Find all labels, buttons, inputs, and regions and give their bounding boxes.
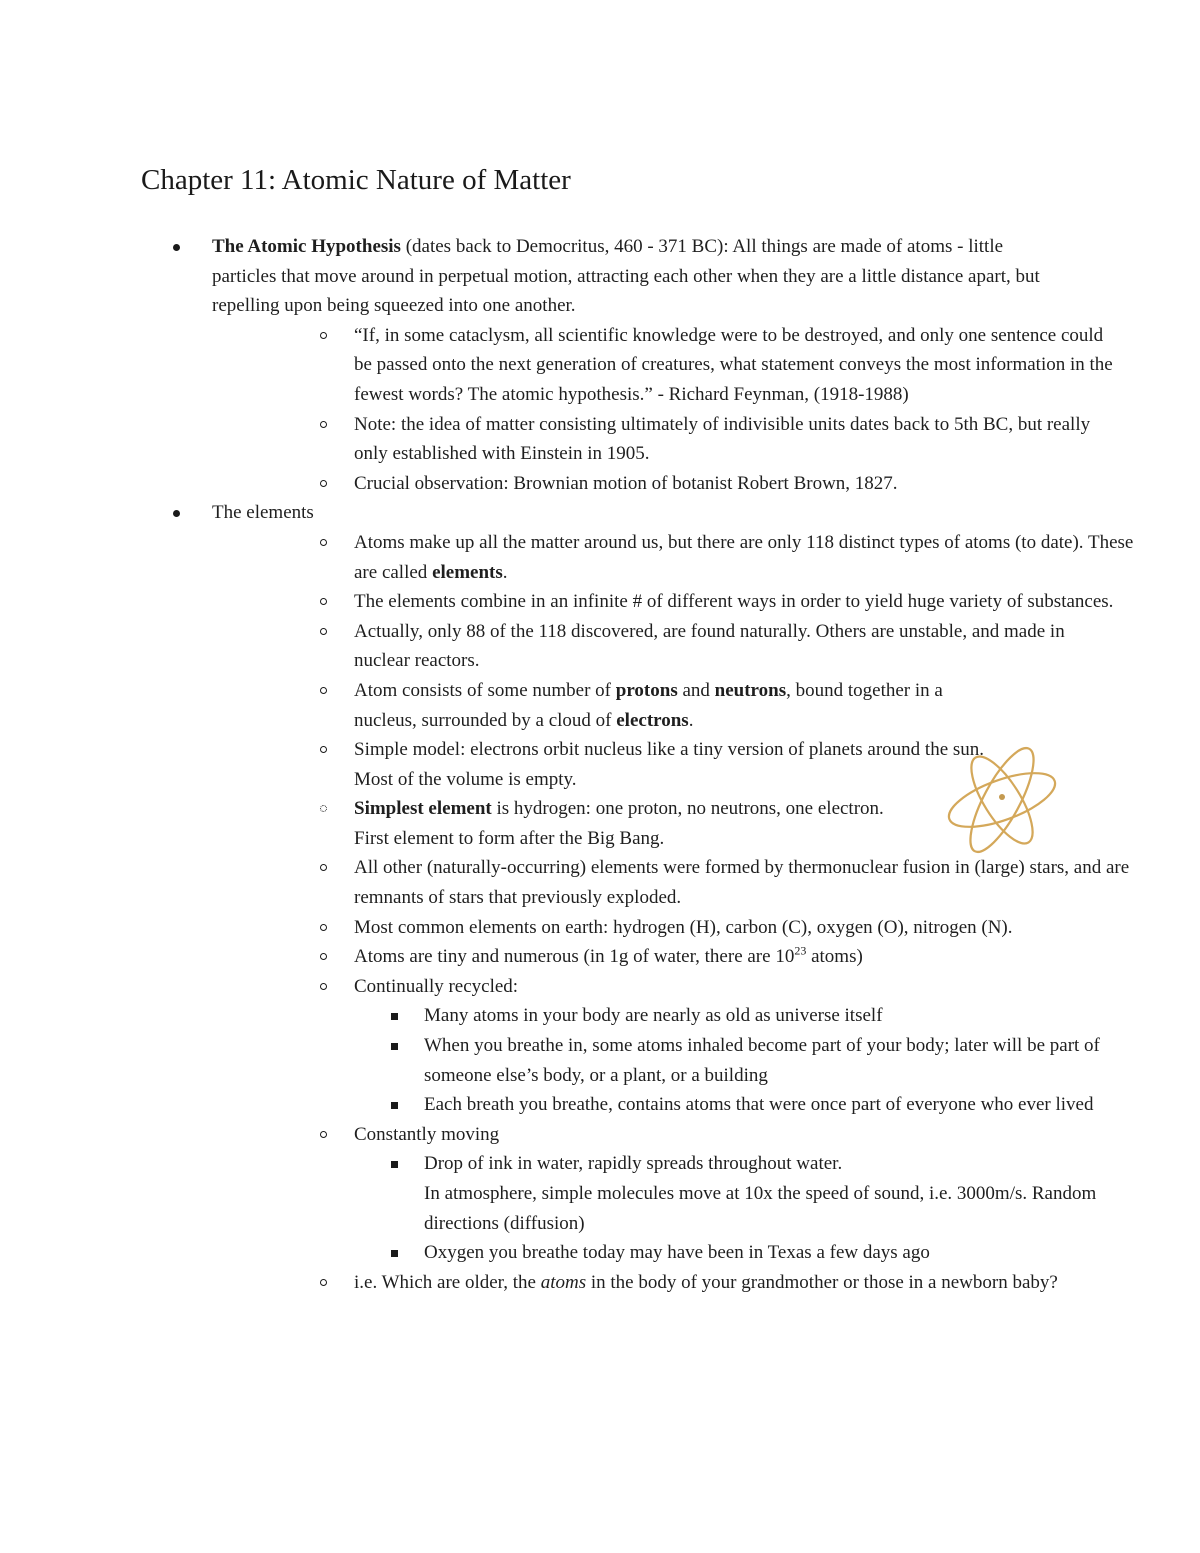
circle-bullet-icon — [320, 539, 327, 546]
list-item-oxygen — [71, 1238, 1124, 1268]
text: Atom consists of some number of — [354, 679, 616, 701]
feynman-quote: “If, in some cataclysm, all scientific knowledge were to be destroyed, and only one sentence could be passed onto the next generation of creatures, what statement conveys the most information in the fewest words? The atomic hypothesis.” - Richard Feynman, (1918-1988) — [354, 324, 1113, 405]
text: Atoms are tiny and numerous (in 1g of water, there are 10 — [354, 946, 795, 968]
text: Each breath you breathe, contains atoms that were once part of everyone who ever lived — [424, 1094, 1094, 1116]
list-item-question — [71, 1268, 1114, 1298]
list-item-atom-consists — [71, 676, 994, 735]
atom-illustration — [944, 740, 1060, 860]
page-title: Chapter 11: Atomic Nature of Matter — [141, 164, 571, 196]
sublist-elements — [71, 528, 1134, 1297]
term-electrons: electrons — [616, 709, 689, 731]
text: is hydrogen: one proton, no neutrons, one electron. — [491, 798, 884, 820]
list-item-elements — [0, 498, 1134, 1297]
sublist-hypothesis — [71, 321, 1113, 499]
observation-text: Crucial observation: Brownian motion of botanist Robert Brown, 1827. — [354, 472, 898, 494]
square-bullet-icon — [391, 1102, 398, 1109]
circle-bullet-icon — [320, 983, 327, 990]
sublist-moving — [71, 1149, 1134, 1267]
text: atoms) — [806, 946, 863, 968]
circle-bullet-icon — [320, 1131, 327, 1138]
square-bullet-icon — [391, 1043, 398, 1050]
text: Oxygen you breathe today may have been in Texas a few days ago — [424, 1242, 930, 1264]
circle-bullet-icon — [320, 332, 327, 339]
circle-bullet-icon — [320, 924, 327, 931]
term-neutrons: neutrons — [714, 679, 787, 701]
exponent: 23 — [794, 943, 807, 958]
text: Actually, only 88 of the 118 discovered, are found naturally. Others are unstable, and made in nuclear reactors. — [354, 620, 1065, 672]
note-text: Note: the idea of matter consisting ultimately of indivisible units dates back to 5th BC, but really only established with Einstein in 1905. — [354, 413, 1091, 465]
term-simplest-element: Simplest element — [354, 798, 492, 820]
square-bullet-icon — [391, 1013, 398, 1020]
bullet-icon — [173, 244, 180, 251]
list-item-breathe-in — [71, 1031, 1134, 1090]
square-bullet-icon — [391, 1250, 398, 1257]
text: , bound together in a nucleus, surrounded by a cloud of — [354, 679, 943, 731]
circle-bullet-icon — [320, 421, 327, 428]
term-elements: elements — [432, 561, 503, 583]
list-item-recycled — [71, 972, 1134, 1120]
square-bullet-icon — [391, 1161, 398, 1168]
list-item-quote — [71, 321, 1114, 410]
atomic-hypothesis-text: (dates back to Democritus, 460 - 371 BC): All things are made of atoms - little particles that move around in perpetual motion, attracting each other when they are a little distance apart, but repelling upon being squeezed into one another. — [212, 236, 1040, 317]
circle-bullet-icon — [320, 628, 327, 635]
text: . — [502, 561, 508, 583]
text: Drop of ink in water, rapidly spreads throughout water. — [424, 1153, 843, 1175]
list-item-observation — [71, 469, 1114, 499]
list-item-atomic-hypothesis — [0, 232, 1113, 498]
nucleus — [999, 794, 1005, 800]
list-item-combine — [71, 587, 1124, 617]
text: Atoms make up all the matter around us, but there are only 118 distinct types of atoms (to date). These are called — [354, 531, 1134, 583]
list-item-tiny-numerous — [71, 942, 1134, 972]
text: Constantly moving — [354, 1123, 500, 1145]
list-item-118-types — [71, 528, 1134, 587]
text: in the body of your grandmother or those in a newborn baby? — [586, 1271, 1058, 1293]
text: . — [688, 709, 694, 731]
elements-heading: The elements — [212, 502, 314, 524]
text: Continually recycled: — [354, 975, 519, 997]
text: First element to form after the Big Bang. — [354, 827, 665, 849]
term-atomic-hypothesis: The Atomic Hypothesis — [212, 236, 401, 257]
text: All other (naturally-occurring) elements were formed by thermonuclear fusion in (large) stars, and are remnants of stars that previously exploded. — [354, 857, 1130, 909]
list-item-ink — [71, 1149, 1124, 1238]
circle-bullet-icon — [320, 953, 327, 960]
list-item-each-breath — [71, 1090, 1104, 1120]
text: When you breathe in, some atoms inhaled become part of your body; later will be part of someone else’s body, or a plant, or a building — [424, 1035, 1100, 1086]
circle-bullet-icon — [320, 864, 327, 871]
circle-bullet-icon — [320, 598, 327, 605]
text: i.e. Which are older, the — [354, 1271, 541, 1293]
emphasis-atoms: atoms — [540, 1271, 587, 1293]
list-item-note — [71, 410, 1114, 469]
circle-bullet-icon — [320, 746, 327, 753]
list-item-simple-model — [71, 735, 1004, 794]
text: Many atoms in your body are nearly as old as universe itself — [424, 1005, 883, 1027]
sublist-recycled — [71, 1001, 1134, 1119]
list-item-old-atoms — [71, 1001, 1129, 1031]
list-item-fusion — [71, 853, 1134, 912]
bullet-icon — [173, 510, 180, 517]
text: Most common elements on earth: hydrogen (H), carbon (C), oxygen (O), nitrogen (N). — [354, 916, 1013, 938]
list-item-moving — [71, 1120, 1134, 1268]
circle-bullet-icon — [320, 1279, 327, 1286]
text: and — [677, 679, 715, 701]
list-item-hydrogen — [71, 794, 1004, 853]
text: The elements combine in an infinite # of different ways in order to yield huge variety of substances. — [354, 591, 1114, 613]
term-protons: protons — [615, 679, 678, 701]
circle-bullet-icon — [320, 805, 327, 812]
circle-bullet-icon — [320, 687, 327, 694]
circle-bullet-icon — [320, 480, 327, 487]
list-item-natural — [71, 617, 1124, 676]
text: In atmosphere, simple molecules move at 10x the speed of sound, i.e. 3000m/s. Random directions (diffusion) — [424, 1183, 1097, 1234]
list-item-common-elements — [71, 913, 1134, 943]
text: Simple model: electrons orbit nucleus like a tiny version of planets around the sun. Most of the volume is empty. — [354, 739, 985, 790]
